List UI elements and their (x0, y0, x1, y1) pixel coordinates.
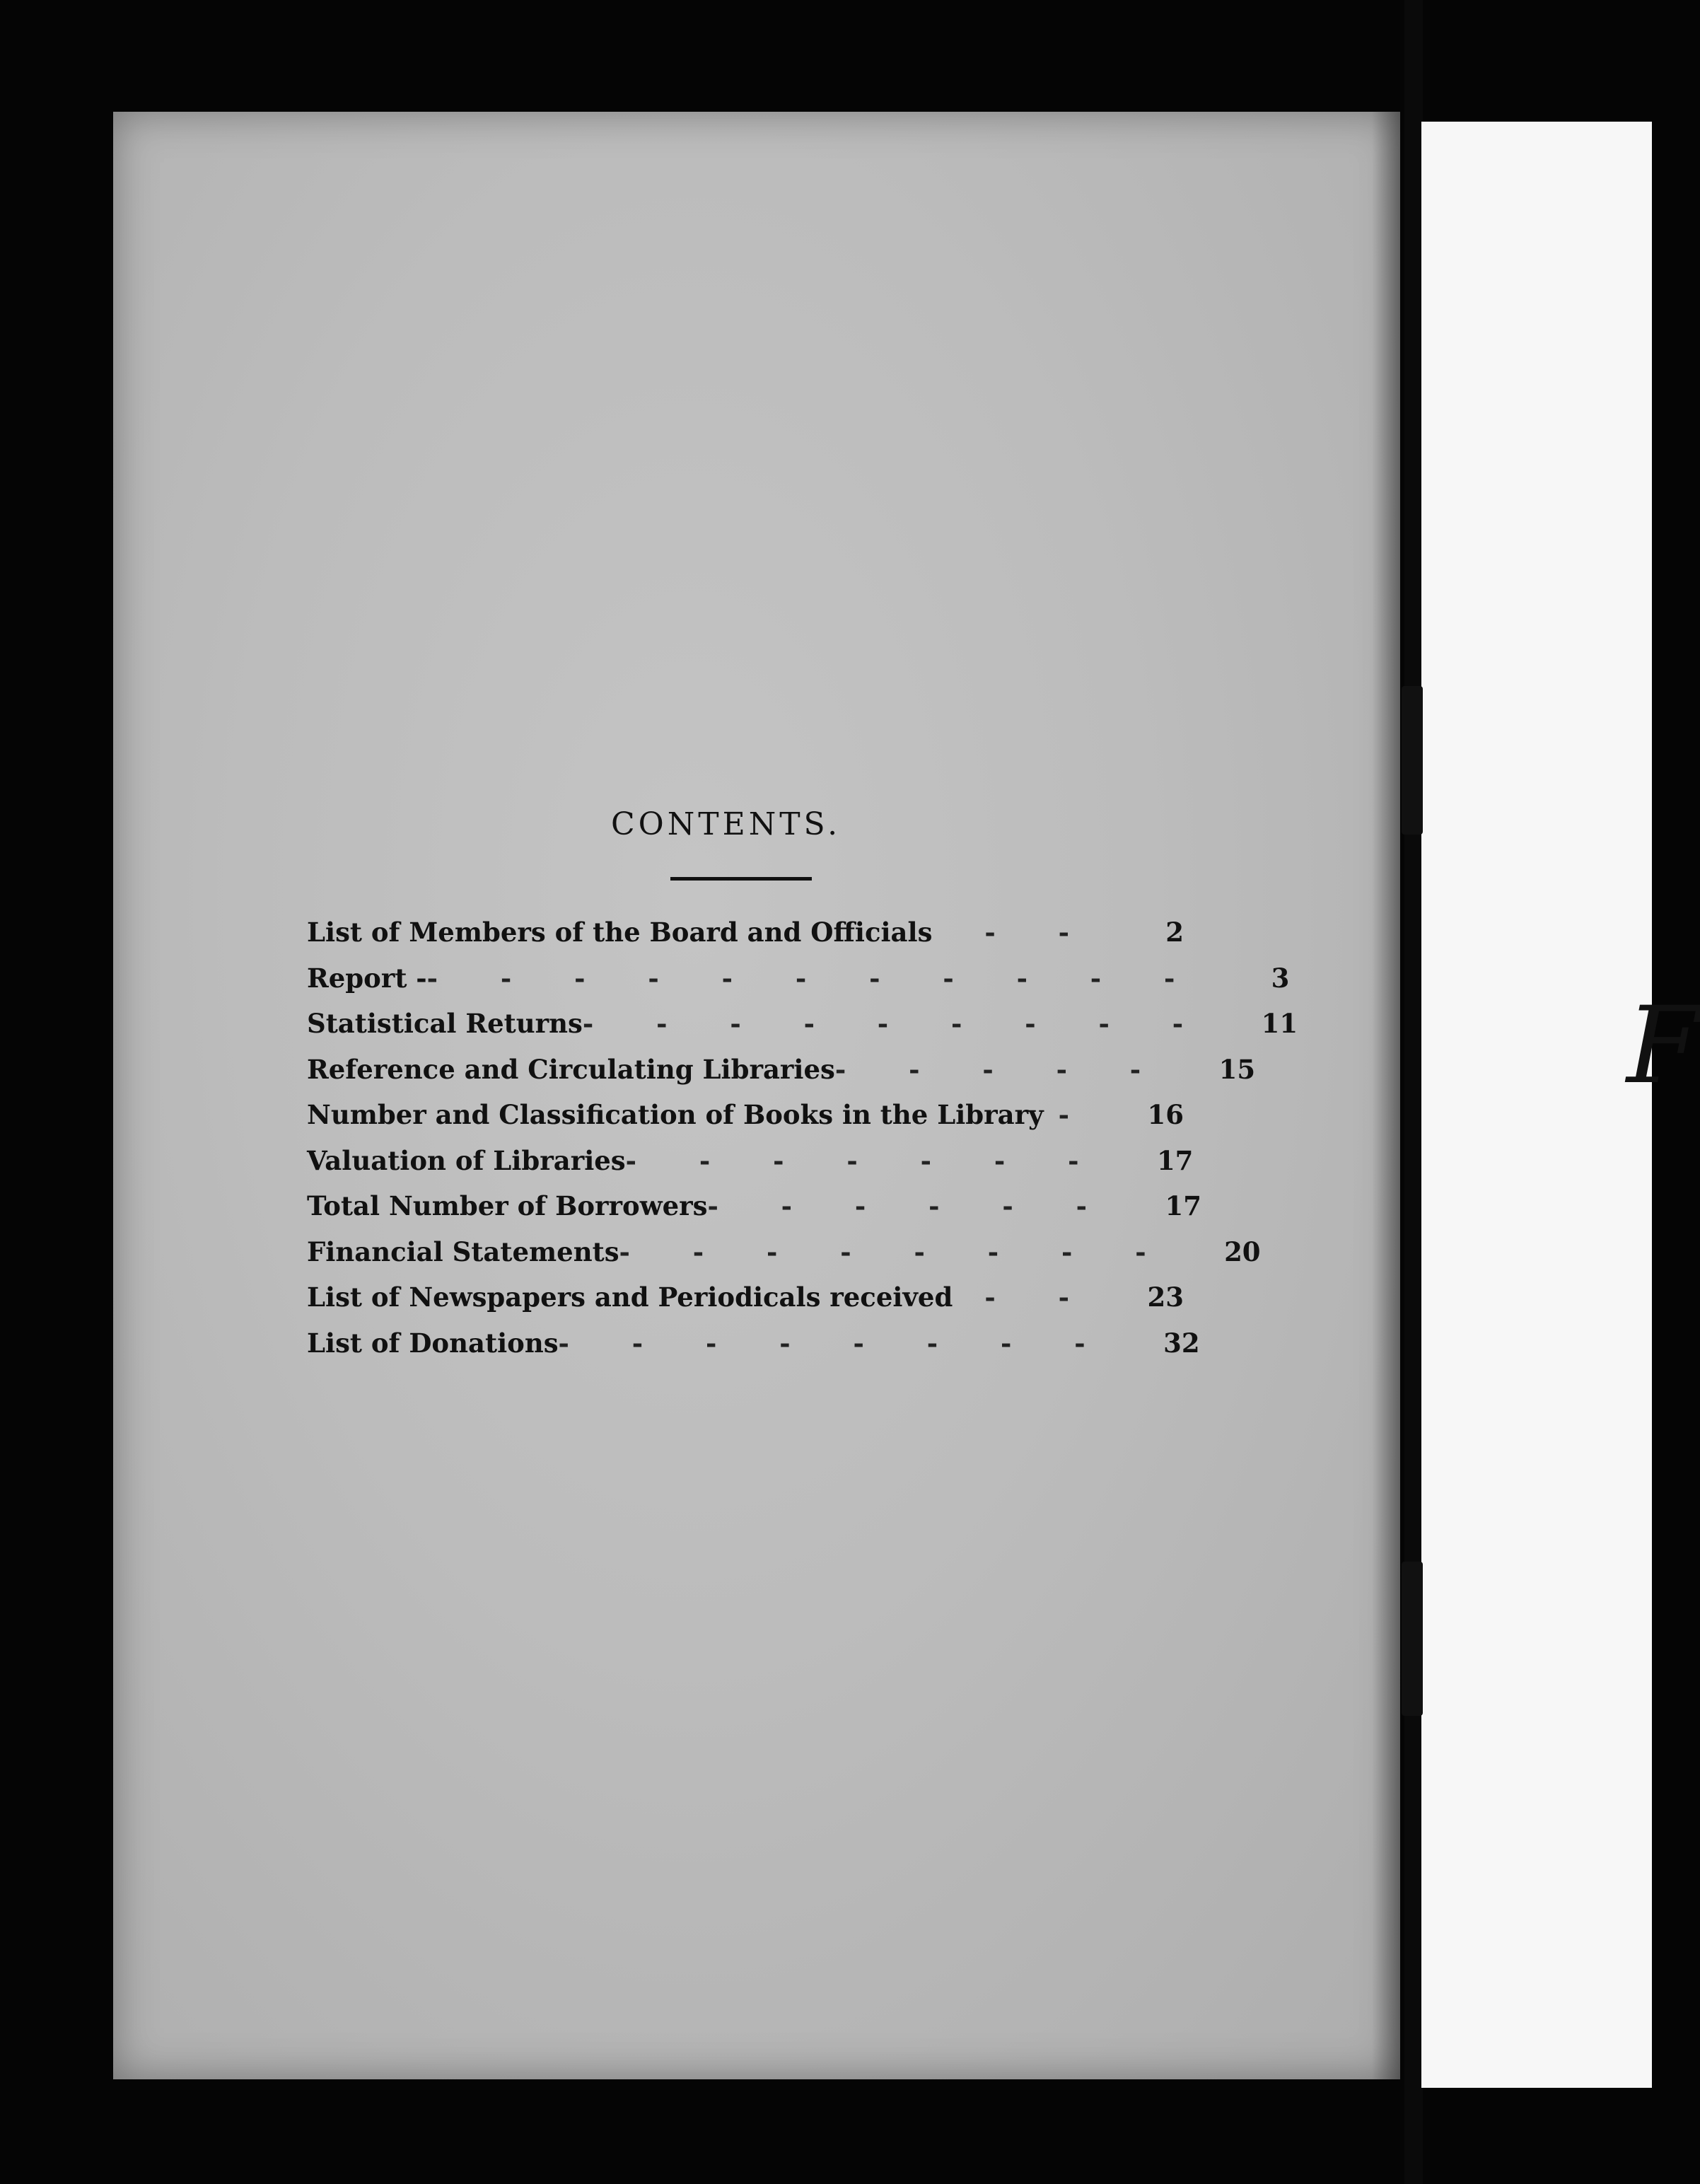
entry-page-number: 16 (1147, 1099, 1184, 1131)
entry-leader: - (1058, 1099, 1096, 1131)
contents-title: CONTENTS. (611, 806, 842, 842)
contents-list (307, 910, 1298, 1366)
entry-leader: - - (984, 917, 1096, 948)
entry-page-number: 17 (1156, 1144, 1194, 1176)
contents-entry (307, 1274, 1184, 1320)
entry-leader: - - - - - - - - (558, 1327, 1112, 1359)
entry-page-number: 23 (1147, 1282, 1184, 1313)
contents-entry (307, 1229, 1261, 1275)
entry-label: Valuation of Libraries (307, 1144, 626, 1176)
entry-leader: - - - - - - - - - - - (426, 962, 1202, 994)
contents-entry (307, 1138, 1194, 1184)
entry-page-number: 32 (1163, 1327, 1200, 1359)
title-rule (670, 877, 812, 881)
contents-entry (307, 1092, 1184, 1138)
contents-entry (307, 956, 1290, 1001)
entry-leader: - - - - - - - - (619, 1236, 1173, 1267)
entry-leader: - - - - - - (707, 1190, 1114, 1222)
facing-page (1421, 122, 1700, 2088)
entry-label: Number and Classification of Books in the Library (307, 1099, 1044, 1131)
contents-entry (307, 1047, 1256, 1093)
entry-label: Statistical Returns (307, 1008, 583, 1040)
entry-leader: - - - - - - - - - (582, 1008, 1211, 1040)
entry-leader: - - - - - - - (625, 1144, 1106, 1176)
entry-page-number: 17 (1165, 1190, 1201, 1222)
facing-page-edge-letter: F (1626, 984, 1700, 1108)
contents-entry (307, 910, 1184, 956)
contents-entry (307, 1320, 1200, 1366)
entry-label: List of Donations (307, 1327, 559, 1359)
entry-label: List of Members of the Board and Officials (307, 917, 933, 948)
entry-label: Financial Statements (307, 1236, 619, 1267)
binding-clip-lower (1402, 1562, 1423, 1716)
entry-label: Total Number of Borrowers (307, 1190, 708, 1222)
contents-entry (307, 1183, 1201, 1229)
entry-page-number: 11 (1261, 1008, 1298, 1040)
contents-entry (307, 1001, 1298, 1047)
entry-page-number: 2 (1165, 917, 1184, 948)
entry-label: Reference and Circulating Libraries (307, 1053, 835, 1085)
entry-leader: - - - - - (834, 1053, 1168, 1085)
entry-label: Report - (307, 962, 427, 994)
binding-clip-upper (1402, 686, 1423, 835)
entry-label: List of Newspapers and Periodicals received (307, 1282, 953, 1313)
entry-page-number: 3 (1271, 962, 1290, 994)
entry-page-number: 15 (1218, 1053, 1256, 1085)
entry-leader: - - (984, 1282, 1096, 1313)
entry-page-number: 20 (1224, 1236, 1261, 1267)
book-spine (1404, 0, 1423, 2184)
